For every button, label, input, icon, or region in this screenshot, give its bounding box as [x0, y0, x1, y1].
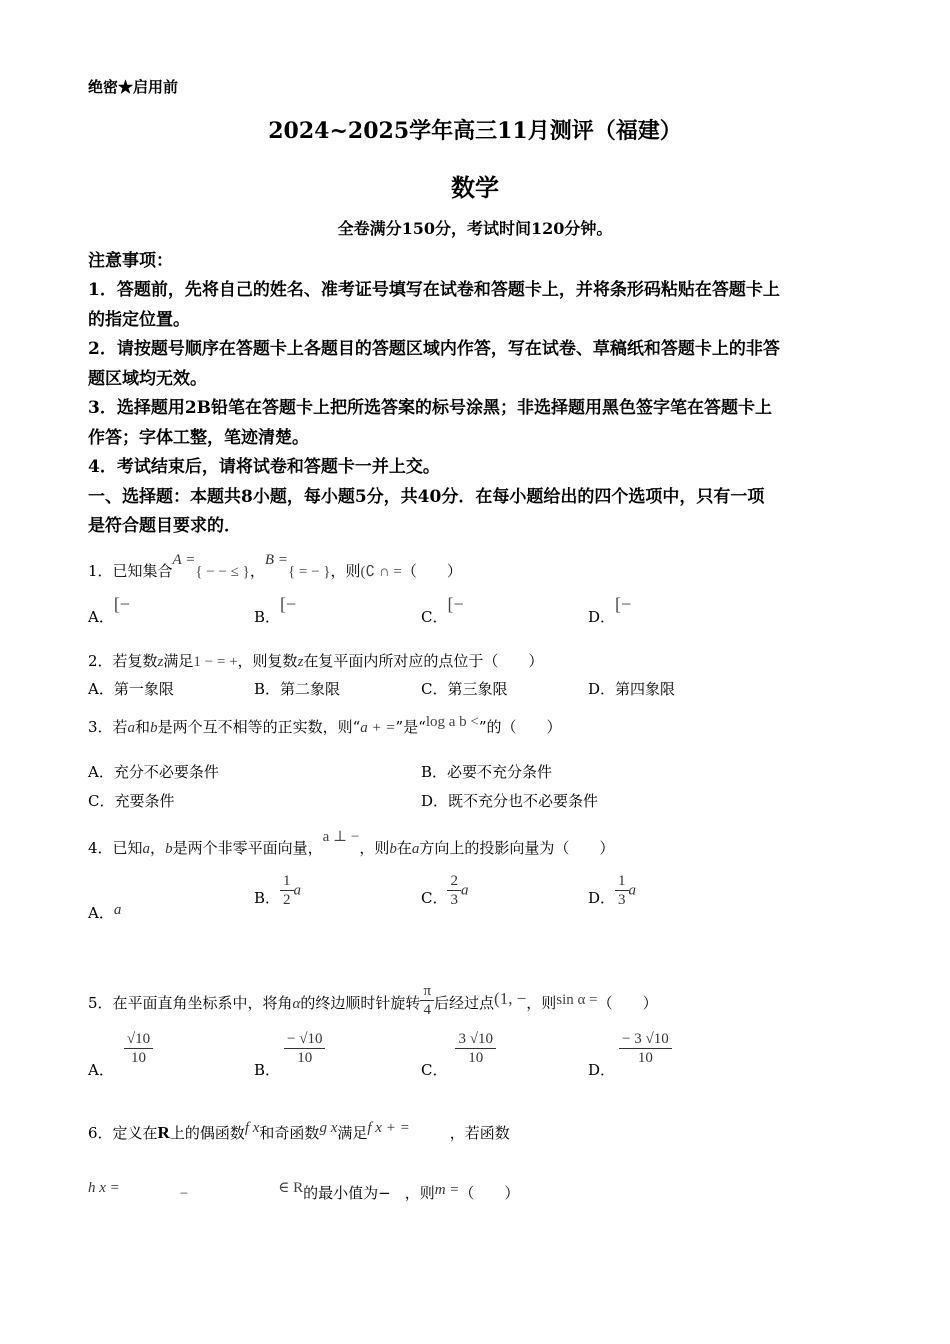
note-line: 1．答题前，先将自己的姓名、准考证号填写在试卷和答题卡上，并将条形码粘贴在答题卡上 [88, 280, 780, 300]
q5-option-d[interactable]: D． $\frac{- 3 √10}{10}$ [588, 1030, 672, 1067]
confidential-mark: 绝密★启用前 [88, 78, 179, 96]
q4-option-b[interactable]: B． $\frac{1}{2}$ a [254, 873, 302, 908]
note-line: 的指定位置。 [88, 310, 190, 330]
q5-option-b[interactable]: B． $\frac{- √10}{10}$ [254, 1030, 325, 1067]
subject-title: 数学 [451, 173, 499, 202]
q1-option-c[interactable]: C．[− [421, 594, 464, 626]
q3-option-a[interactable]: A．充分不必要条件 [88, 763, 219, 781]
q1-option-a[interactable]: A．[− [88, 594, 130, 626]
full-mark-note: 全卷满分150分，考试时间120分钟。 [337, 219, 613, 238]
question-4: 4．已知a，b是两个非零平面向量，a ⊥ −，则b在a方向上的投影向量为（ ） [88, 829, 615, 857]
question-6-line2: h x = − ∈ R的最小值为− ，则m =（ ） [88, 1180, 520, 1202]
q2-option-a[interactable]: A．第一象限 [88, 680, 174, 698]
q4-option-d[interactable]: D． $\frac{1}{3}$ a [588, 873, 637, 908]
note-line: 3．选择题用2B铅笔在答题卡上把所选答案的标号涂黑；非选择题用黑色签字笔在答题卡上 [88, 398, 773, 418]
question-1: 1．已知集合A ={ − − ≤ }，B ={ = − }，则(∁ ∩ =（ ） [88, 552, 462, 580]
exam-title: 2024~2025学年高三11月测评（福建） [268, 118, 682, 144]
question-3: 3．若a和b是两个互不相等的正实数，则“a + =”是“log a b <”的（ ） [88, 714, 562, 736]
q2-option-c[interactable]: C．第三象限 [421, 680, 508, 698]
section-heading-line2: 是符合题目要求的． [88, 516, 241, 536]
note-line: 4．考试结束后，请将试卷和答题卡一并上交。 [88, 457, 440, 477]
q5-option-a[interactable]: A． $\frac{√10}{10}$ [88, 1030, 153, 1067]
q2-option-b[interactable]: B．第二象限 [254, 680, 341, 698]
q1-option-b[interactable]: B．[− [254, 594, 297, 626]
note-line: 2．请按题号顺序在答题卡上各题目的答题区域内作答，写在试卷、草稿纸和答题卡上的非答 [88, 339, 780, 359]
q4-option-c[interactable]: C． $\frac{2}{3}$ a [421, 873, 469, 908]
question-5: 5．在平面直角坐标系中，将角α的终边顺时针旋转 $\frac{\pi}{4}$ 后经过点(1, −，则sin α =（ ） [88, 983, 658, 1018]
notes-heading: 注意事项： [88, 251, 173, 271]
q4-option-a[interactable]: A．a [88, 902, 122, 922]
q1-option-d[interactable]: D．[− [588, 594, 632, 626]
note-line: 题区域均无效。 [88, 369, 207, 389]
q3-option-d[interactable]: D．既不充分也不必要条件 [421, 792, 599, 810]
q5-option-c[interactable]: C． $\frac{3 √10}{10}$ [421, 1030, 496, 1067]
q3-option-b[interactable]: B．必要不充分条件 [421, 763, 553, 781]
question-2: 2．若复数z满足1 − = +，则复数z在复平面内所对应的点位于（ ） [88, 652, 544, 670]
q3-option-c[interactable]: C．充要条件 [88, 792, 175, 810]
question-6: 6．定义在R上的偶函数f x和奇函数g x满足f x + = ，若函数 [88, 1120, 510, 1142]
note-line: 作答；字体工整，笔迹清楚。 [88, 428, 309, 448]
section-heading-line1: 一、选择题：本题共8小题，每小题5分，共40分．在每小题给出的四个选项中，只有一项 [88, 487, 765, 507]
q2-option-d[interactable]: D．第四象限 [588, 680, 676, 698]
